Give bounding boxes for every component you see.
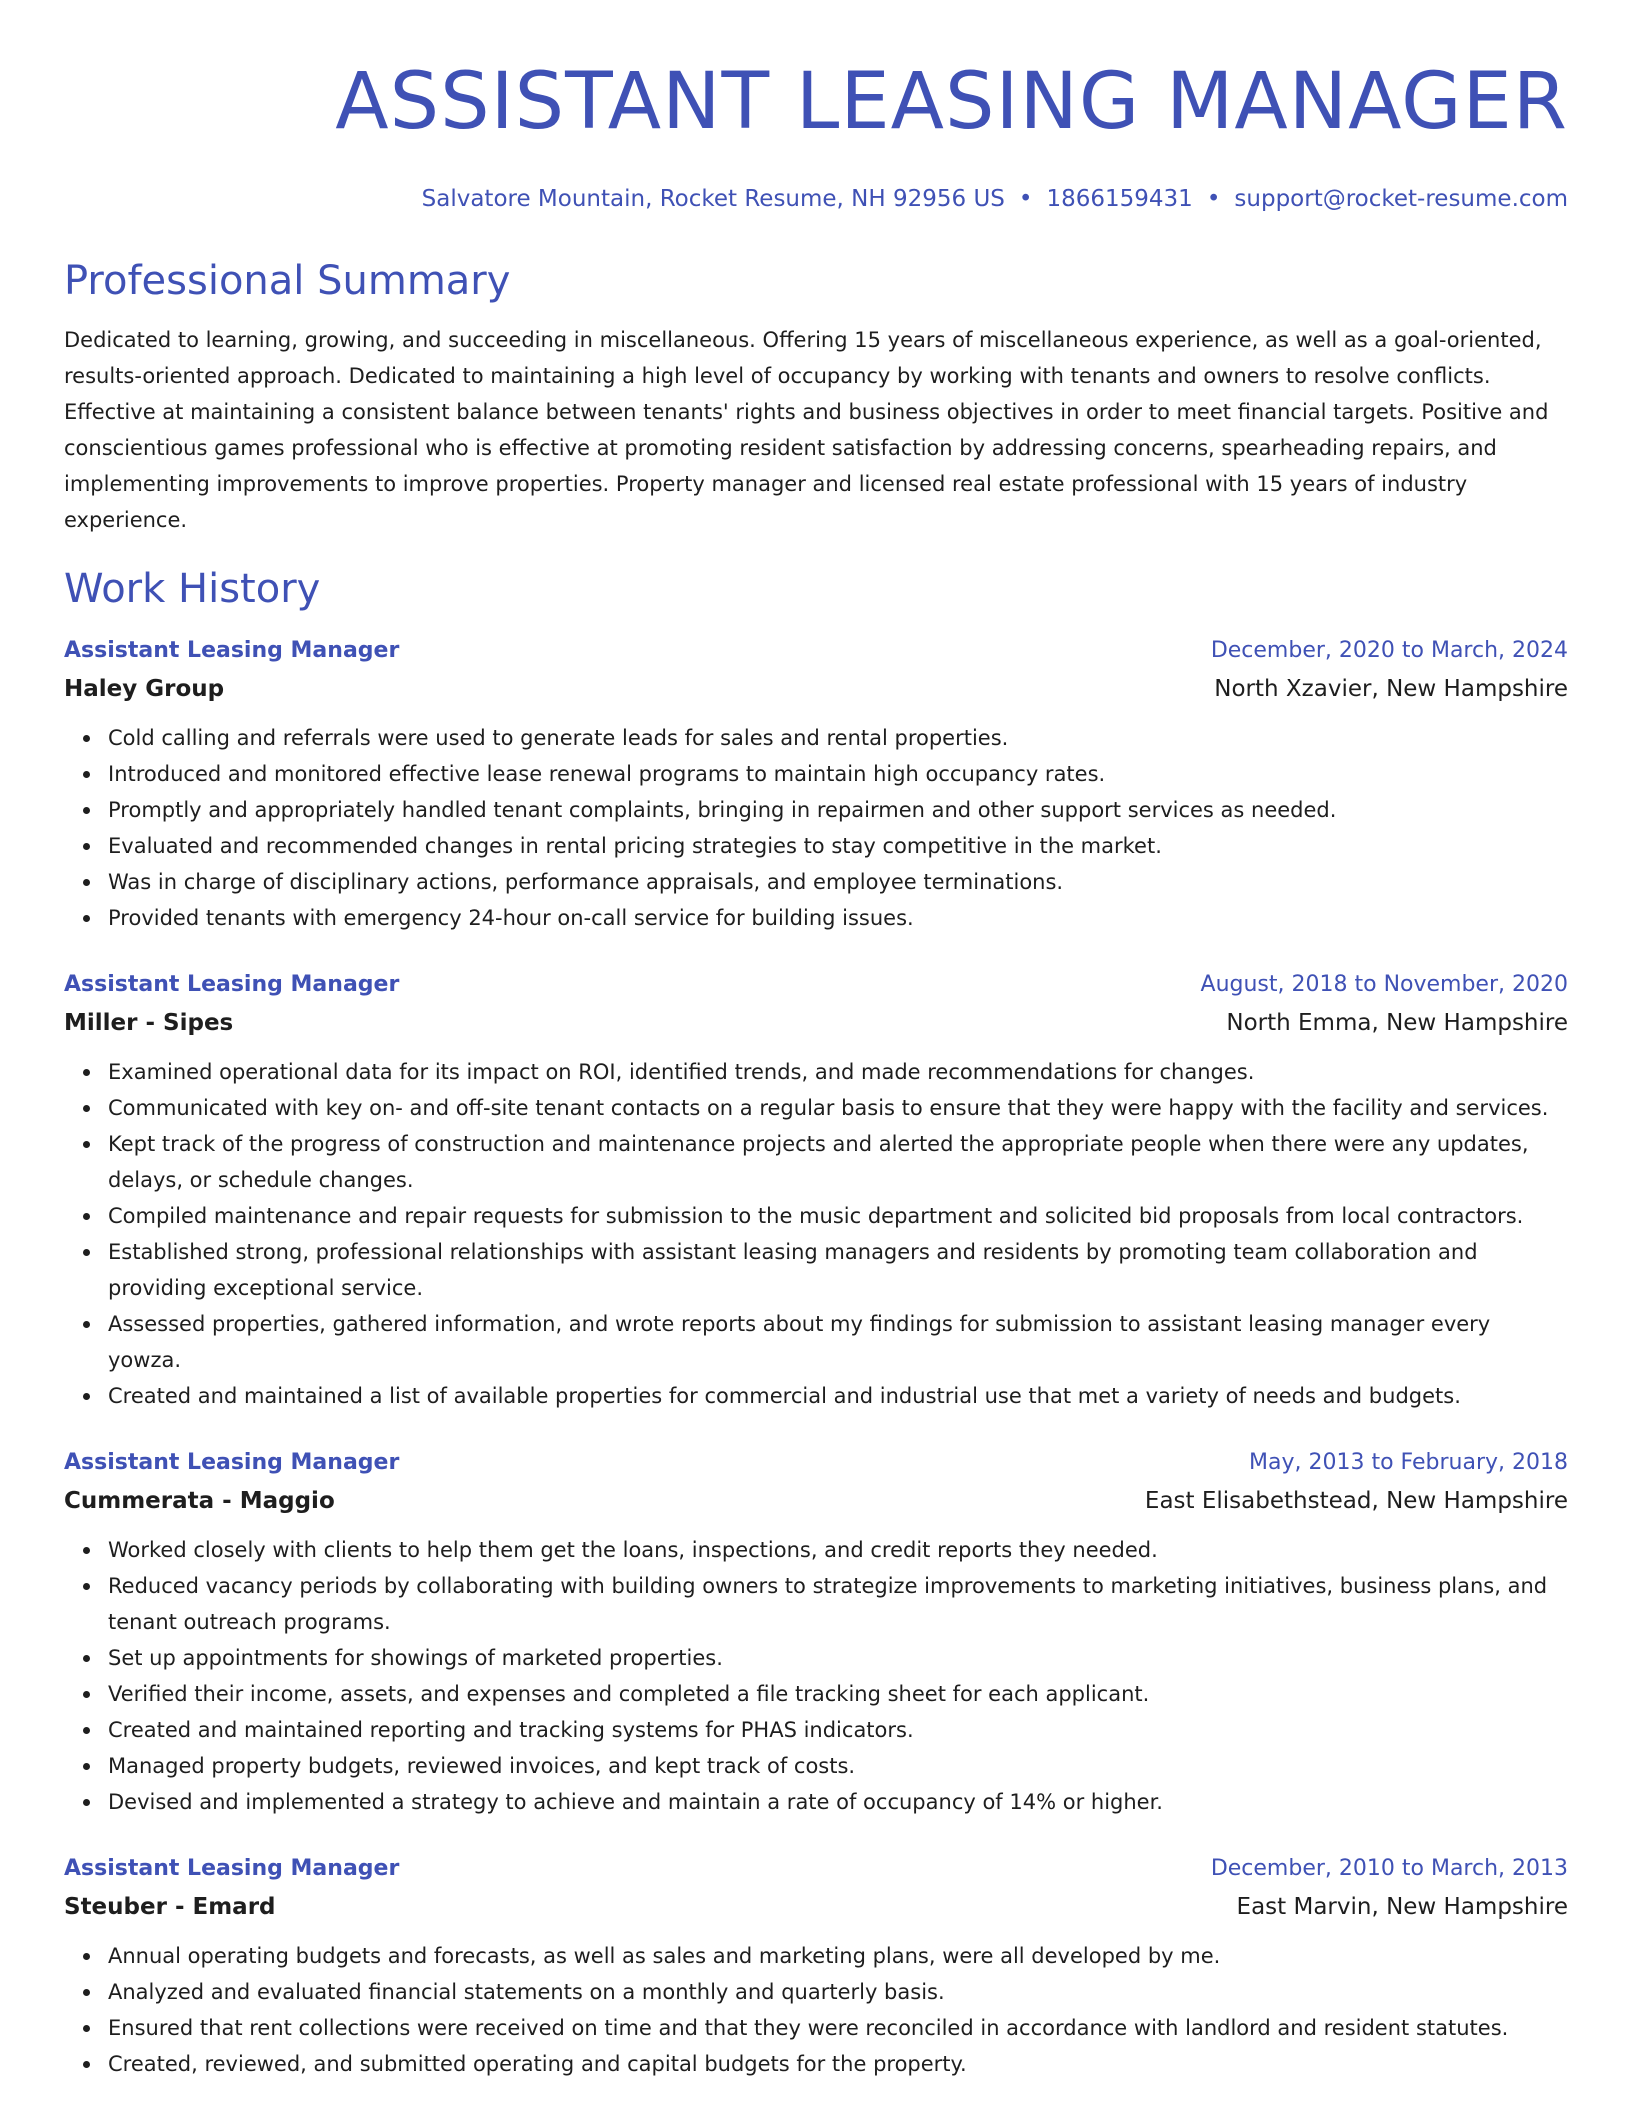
job-bullet: Introduced and monitored effective lease renewal programs to maintain high occupancy rates. bbox=[108, 756, 1568, 792]
job-bullet: Created and maintained a list of available properties for commercial and industrial use that met a variety of needs and budgets. bbox=[108, 1378, 1568, 1414]
job-bullet: Created, reviewed, and submitted operating and capital budgets for the property. bbox=[108, 2046, 1568, 2082]
job-company: Haley Group bbox=[64, 676, 225, 702]
job-bullets bbox=[64, 1938, 1568, 2082]
job-bullet: Was in charge of disciplinary actions, performance appraisals, and employee terminations. bbox=[108, 864, 1568, 900]
job-dates: December, 2010 to March, 2013 bbox=[1210, 1856, 1568, 1881]
job-bullet: Provided tenants with emergency 24-hour on-call service for building issues. bbox=[108, 900, 1568, 936]
job-location: East Elisabethstead, New Hampshire bbox=[1144, 1488, 1568, 1514]
job-bullet: Compiled maintenance and repair requests for submission to the music department and solicited bid proposals from local contractors. bbox=[108, 1198, 1568, 1234]
job-bullet: Reduced vacancy periods by collaborating with building owners to strategize improvements to marketing initiatives, business plans, and tenant outreach programs. bbox=[108, 1568, 1568, 1640]
job-bullet: Annual operating budgets and forecasts, as well as sales and marketing plans, were all developed by me. bbox=[108, 1938, 1568, 1974]
job-header-row bbox=[64, 1850, 1568, 1888]
job-bullets bbox=[64, 720, 1568, 936]
summary-text: Dedicated to learning, growing, and succeeding in miscellaneous. Offering 15 years of miscellaneous experience, as well as a goal-oriented, results-oriented approach. Dedicated to maintaining a high level of occupancy by working with tenants and owners to resolve conflicts. Effective at maintaining a consistent balance between tenants' rights and business objectives in order to meet financial targets. Positive and conscientious games professional who is effective at promoting resident satisfaction by addressing concerns, spearheading repairs, and implementing improvements to improve properties. Property manager and licensed real estate professional with 15 years of industry experience. bbox=[64, 328, 1549, 532]
job-title: Assistant Leasing Manager bbox=[64, 972, 400, 997]
job-entry bbox=[64, 1850, 1568, 2082]
job-dates: May, 2013 to February, 2018 bbox=[1249, 1450, 1568, 1475]
job-header-row bbox=[64, 1444, 1568, 1482]
job-bullet: Established strong, professional relationships with assistant leasing managers and residents by promoting team collaboration and providing exceptional service. bbox=[108, 1234, 1568, 1306]
job-bullet: Evaluated and recommended changes in rental pricing strategies to stay competitive in the market. bbox=[108, 828, 1568, 864]
job-dates: December, 2020 to March, 2024 bbox=[1210, 638, 1568, 663]
contact-email: support@rocket-resume.com bbox=[1234, 186, 1568, 212]
contact-line bbox=[64, 182, 1568, 216]
job-bullet: Verified their income, assets, and expenses and completed a file tracking sheet for each applicant. bbox=[108, 1676, 1568, 1712]
job-header-row bbox=[64, 966, 1568, 1004]
job-location: East Marvin, New Hampshire bbox=[1236, 1894, 1568, 1920]
job-title: Assistant Leasing Manager bbox=[64, 1856, 400, 1881]
job-dates: August, 2018 to November, 2020 bbox=[1200, 972, 1568, 997]
job-company: Cummerata - Maggio bbox=[64, 1488, 335, 1514]
job-company-row bbox=[64, 1004, 1568, 1042]
job-bullet: Created and maintained reporting and tracking systems for PHAS indicators. bbox=[108, 1712, 1568, 1748]
summary-heading: Professional Summary bbox=[64, 258, 511, 304]
job-bullets bbox=[64, 1532, 1568, 1820]
job-bullet: Managed property budgets, reviewed invoices, and kept track of costs. bbox=[108, 1748, 1568, 1784]
job-bullet: Assessed properties, gathered information, and wrote reports about my findings for submission to assistant leasing manager every yowza. bbox=[108, 1306, 1568, 1378]
job-company: Steuber - Emard bbox=[64, 1894, 276, 1920]
contact-phone: 1866159431 bbox=[1046, 186, 1193, 212]
contact-address: Salvatore Mountain, Rocket Resume, NH 92956 US bbox=[421, 186, 1005, 212]
job-title: Assistant Leasing Manager bbox=[64, 1450, 400, 1475]
work-history-heading: Work History bbox=[64, 566, 321, 612]
job-company-row bbox=[64, 1482, 1568, 1520]
job-bullet: Kept track of the progress of construction and maintenance projects and alerted the appropriate people when there were any updates, delays, or schedule changes. bbox=[108, 1126, 1568, 1198]
job-location: North Xzavier, New Hampshire bbox=[1214, 676, 1568, 702]
job-bullet: Analyzed and evaluated financial statements on a monthly and quarterly basis. bbox=[108, 1974, 1568, 2010]
job-company-row bbox=[64, 1888, 1568, 1926]
job-bullet: Worked closely with clients to help them get the loans, inspections, and credit reports they needed. bbox=[108, 1532, 1568, 1568]
job-bullets bbox=[64, 1054, 1568, 1414]
job-entry bbox=[64, 966, 1568, 1414]
job-bullet: Examined operational data for its impact on ROI, identified trends, and made recommendations for changes. bbox=[108, 1054, 1568, 1090]
job-bullet: Cold calling and referrals were used to generate leads for sales and rental properties. bbox=[108, 720, 1568, 756]
job-location: North Emma, New Hampshire bbox=[1226, 1010, 1568, 1036]
job-bullet: Ensured that rent collections were received on time and that they were reconciled in accordance with landlord and resident statutes. bbox=[108, 2010, 1568, 2046]
job-entry bbox=[64, 1444, 1568, 1820]
job-bullet: Set up appointments for showings of marketed properties. bbox=[108, 1640, 1568, 1676]
job-bullet: Communicated with key on- and off-site tenant contacts on a regular basis to ensure that they were happy with the facility and services. bbox=[108, 1090, 1568, 1126]
contact-separator: • bbox=[1206, 186, 1221, 212]
job-header-row bbox=[64, 632, 1568, 670]
job-company-row bbox=[64, 670, 1568, 708]
resume-title: ASSISTANT LEASING MANAGER bbox=[335, 57, 1568, 147]
job-bullet: Promptly and appropriately handled tenant complaints, bringing in repairmen and other support services as needed. bbox=[108, 792, 1568, 828]
job-entry bbox=[64, 632, 1568, 936]
job-bullet: Devised and implemented a strategy to achieve and maintain a rate of occupancy of 14% or higher. bbox=[108, 1784, 1568, 1820]
contact-separator: • bbox=[1018, 186, 1033, 212]
job-company: Miller - Sipes bbox=[64, 1010, 234, 1036]
job-title: Assistant Leasing Manager bbox=[64, 638, 400, 663]
